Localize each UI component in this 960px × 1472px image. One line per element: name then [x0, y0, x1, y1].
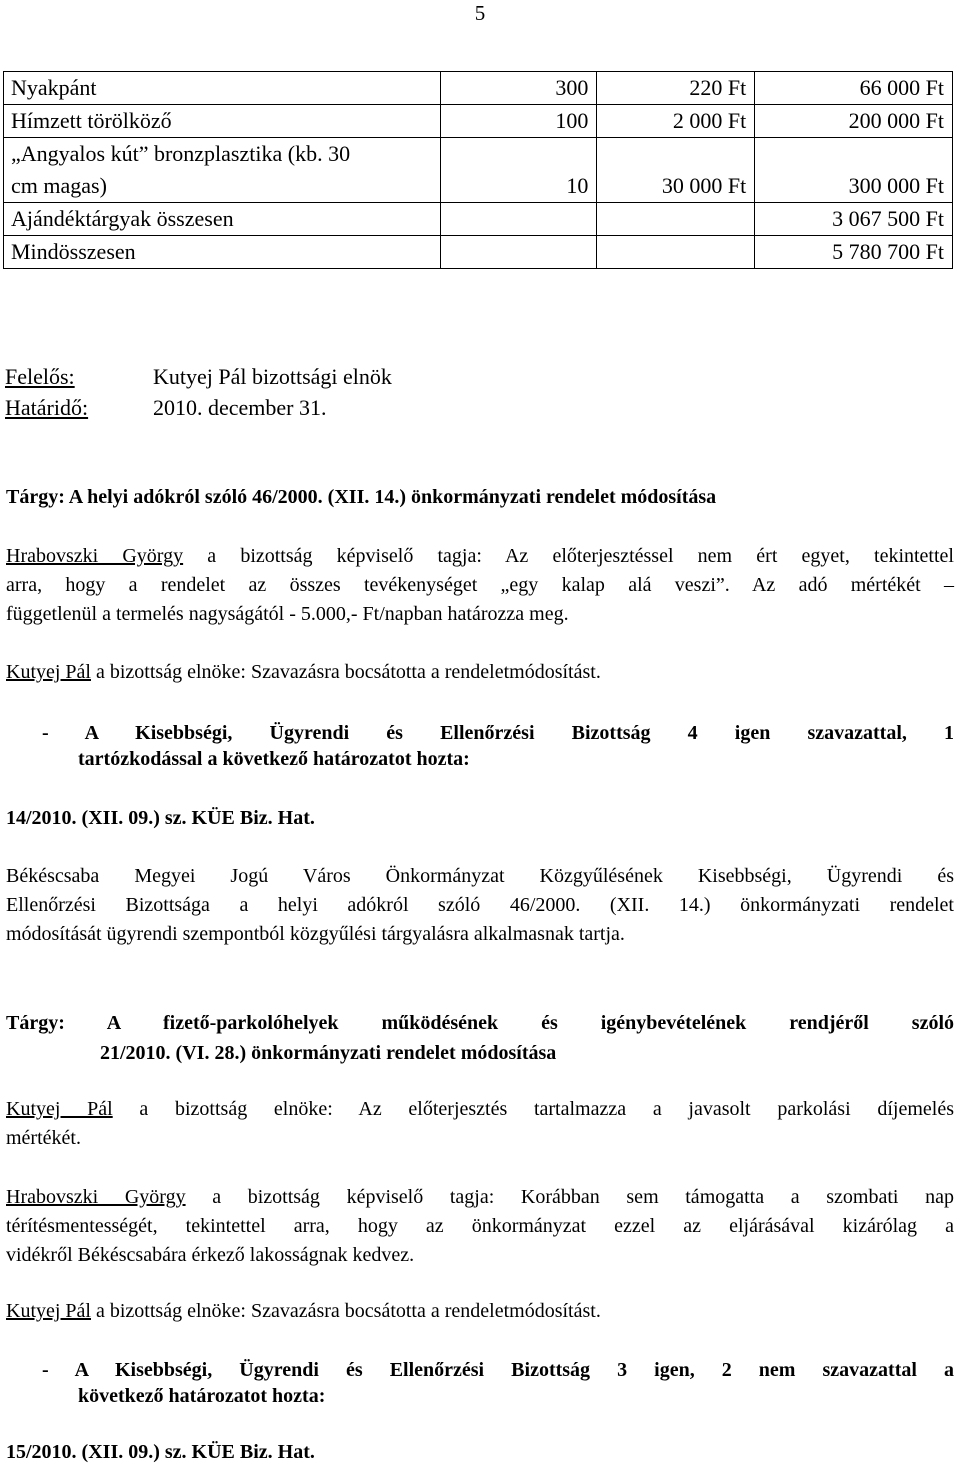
paragraph-text: a bizottság képviselő tagja: Korábban sem támogatta a szombati nap — [185, 1186, 954, 1208]
item-line: cm magas) — [11, 173, 107, 198]
total-cell: 200 000 Ft — [755, 105, 953, 138]
item-cell: Mindösszesen — [4, 236, 441, 269]
qty-cell — [440, 236, 597, 269]
total-cell: 300 000 Ft — [755, 138, 953, 203]
item-cell: Nyakpánt — [4, 72, 441, 105]
item-line: „Angyalos kút” bronzplasztika (kb. 30 — [11, 141, 351, 166]
item-cell — [4, 138, 441, 203]
paragraph-text: a bizottság elnöke: Az előterjesztés tartalmazza a javasolt parkolási díjemelés — [112, 1098, 954, 1120]
deadline-label: Határidő: — [5, 395, 89, 420]
responsible-line — [5, 364, 392, 390]
table-row — [4, 236, 953, 269]
paragraph-line: arra, hogy a rendelet az összes tevékenységet „egy kalap alá veszi”. Az adó mértékét – — [6, 574, 954, 596]
speaker-name: Hrabovszki György — [6, 545, 184, 567]
responsible-value: Kutyej Pál bizottsági elnök — [153, 364, 392, 389]
qty-cell: 300 — [440, 72, 597, 105]
resolution-text — [6, 862, 954, 949]
item-cell: Ajándéktárgyak összesen — [4, 203, 441, 236]
paragraph-line: vidékről Békéscsabára érkező lakosságnak kedvez. — [6, 1244, 415, 1266]
paragraph-text: a bizottság képviselő tagja: Az előterjesztéssel nem ért egyet, tekintettel — [183, 545, 954, 567]
paragraph-text: a bizottság elnöke: Szavazásra bocsátotta a rendeletmódosítást. — [91, 1300, 601, 1322]
vote-line: következő határozatot hozta: — [78, 1385, 326, 1407]
total-cell: 3 067 500 Ft — [755, 203, 953, 236]
deadline-value: 2010. december 31. — [153, 395, 327, 420]
vote-line: tartózkodással a következő határozatot hozta: — [78, 748, 470, 770]
paragraph-line: Békéscsaba Megyei Jogú Város Önkormányzat Közgyűlésének Kisebbségi, Ügyrendi és — [6, 865, 954, 887]
resolution-number: 15/2010. (XII. 09.) sz. KÜE Biz. Hat. — [6, 1441, 315, 1463]
vote-line: - A Kisebbségi, Ügyrendi és Ellenőrzési Bizottság 4 igen szavazattal, 1 — [42, 722, 954, 744]
unit-price-cell: 2 000 Ft — [597, 105, 755, 138]
speaker-name: Kutyej Pál — [6, 661, 91, 683]
paragraph-line — [6, 1095, 954, 1124]
paragraph-text: a bizottság elnöke: Szavazásra bocsátotta a rendeletmódosítást. — [91, 661, 601, 683]
unit-price-cell — [597, 203, 755, 236]
paragraph-line: Ellenőrzési Bizottsága a helyi adókról szóló 46/2000. (XII. 14.) önkormányzati rendelet — [6, 894, 954, 916]
agenda-title-line: 21/2010. (VI. 28.) önkormányzati rendelet módosítása — [100, 1042, 557, 1064]
paragraph-line: mértékét. — [6, 1127, 81, 1149]
table-row — [4, 203, 953, 236]
speaker-paragraph — [6, 1095, 954, 1153]
speaker-name: Hrabovszki György — [6, 1186, 186, 1208]
total-cell: 66 000 Ft — [755, 72, 953, 105]
responsible-label: Felelős: — [5, 364, 75, 389]
table-row — [4, 105, 953, 138]
paragraph-line: térítésmentességét, tekintettel arra, hogy az önkormányzat ezzel az eljárásával kizárólag a — [6, 1215, 954, 1237]
speaker-name: Kutyej Pál — [6, 1300, 91, 1322]
paragraph-line — [6, 1183, 954, 1212]
speaker-paragraph — [6, 661, 601, 684]
unit-price-cell: 220 Ft — [597, 72, 755, 105]
speaker-paragraph — [6, 542, 954, 629]
speaker-name: Kutyej Pál — [6, 1098, 113, 1120]
paragraph-line — [6, 542, 954, 571]
page-number: 5 — [474, 1, 486, 25]
unit-price-cell: 30 000 Ft — [597, 138, 755, 203]
vote-line: - A Kisebbségi, Ügyrendi és Ellenőrzési Bizottság 3 igen, 2 nem szavazattal a — [42, 1359, 954, 1381]
speaker-paragraph — [6, 1300, 601, 1323]
qty-cell — [440, 203, 597, 236]
speaker-paragraph — [6, 1183, 954, 1270]
qty-cell: 100 — [440, 105, 597, 138]
qty-cell: 10 — [440, 138, 597, 203]
paragraph-line: függetlenül a termelés nagyságától - 5.000,- Ft/napban határozza meg. — [6, 603, 569, 625]
table-row — [4, 138, 953, 203]
item-cell: Hímzett törölköző — [4, 105, 441, 138]
unit-price-cell — [597, 236, 755, 269]
table-row — [4, 72, 953, 105]
paragraph-line: módosítását ügyrendi szempontból közgyűlési tárgyalásra alkalmasnak tartja. — [6, 923, 625, 945]
deadline-line — [5, 395, 327, 421]
resolution-number: 14/2010. (XII. 09.) sz. KÜE Biz. Hat. — [6, 807, 315, 829]
total-cell: 5 780 700 Ft — [755, 236, 953, 269]
agenda-title: Tárgy: A helyi adókról szóló 46/2000. (XII. 14.) önkormányzati rendelet módosítása — [6, 486, 717, 508]
agenda-title: Tárgy: A fizető-parkolóhelyek működésének és igénybevételének rendjéről szóló — [6, 1012, 954, 1034]
cost-table — [3, 71, 953, 269]
